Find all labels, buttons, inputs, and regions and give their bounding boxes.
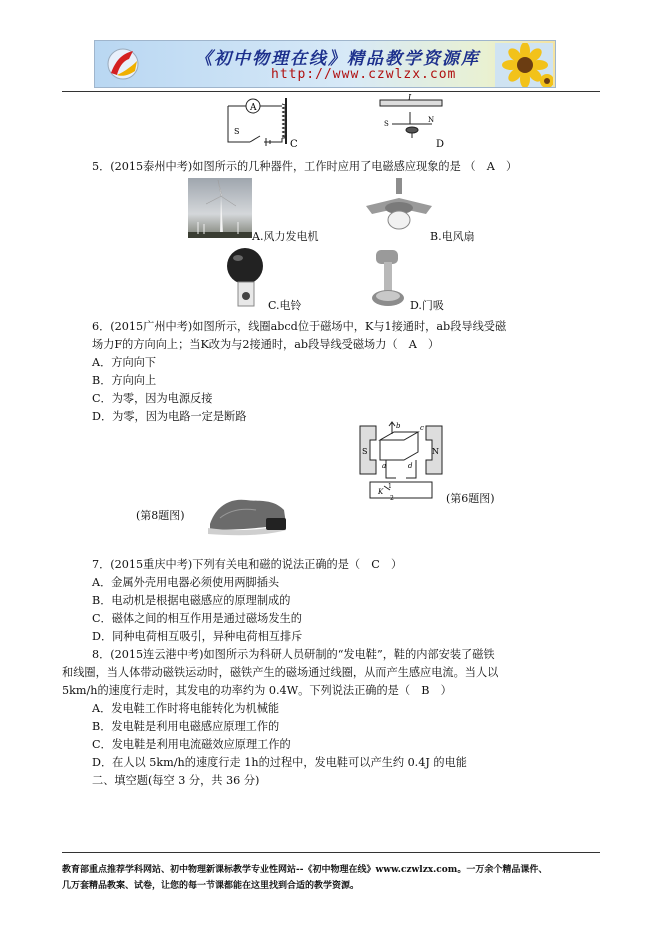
q8-figure-caption: (第8题图) (136, 509, 185, 522)
label-fig6-1: 1 (388, 483, 392, 490)
label-a: A (250, 103, 257, 113)
label-s2: S (384, 120, 389, 128)
q8-line2: 和线圈，当人体带动磁铁运动时，磁铁产生的磁场通过线圈，从而产生感应电流。当人以 (62, 666, 499, 679)
label-fig6-n: N (432, 447, 439, 456)
label-fig6-s: S (362, 447, 368, 456)
q8-option-a: A．发电鞋工作时将电能转化为机械能 (92, 702, 280, 715)
q6-line1: 6．(2015广州中考)如图所示，线圈abcd位于磁场中，K与1接通时，ab段导线受磁 (92, 320, 507, 333)
footer-line2: 几万套精品教案、试卷，让您的每一节课都能在这里找到合适的教学资源。 (62, 881, 360, 891)
door-stop-icon (368, 246, 408, 308)
label-d: D (436, 139, 445, 150)
label-fig6-a: a (382, 462, 387, 470)
label-c: C (290, 139, 298, 150)
electric-bell-icon (222, 246, 268, 308)
q6-motor-figure (356, 420, 446, 502)
label-fig6-k: K (378, 488, 384, 496)
label-fig6-b: b (396, 422, 401, 430)
label-n: N (428, 116, 435, 124)
q5-option-c: C.电铃 (268, 299, 302, 312)
wind-turbine-photo (188, 178, 252, 238)
site-logo-icon (103, 47, 143, 81)
label-fig6-d: d (408, 462, 413, 470)
header-banner (94, 40, 556, 88)
figure-d-wire (372, 94, 452, 150)
q7-stem: 7．(2015重庆中考)下列有关电和磁的说法正确的是（ C ） (92, 558, 403, 571)
header-divider (62, 91, 600, 92)
footer-divider (62, 852, 600, 853)
q6-line2: 场力F的方向向上；当K改为与2接通时，ab段导线受磁场力（ A ） (92, 338, 440, 351)
banner-url[interactable]: http://www.czwlzx.com (271, 67, 457, 82)
q6-option-a: A．方向向下 (92, 356, 157, 369)
q5-option-d: D.门吸 (410, 299, 444, 312)
section-heading-fill-in: 二、填空题(每空 3 分，共 36 分) (92, 774, 260, 787)
q7-option-c: C．磁体之间的相互作用是通过磁场发生的 (92, 612, 302, 625)
label-fig6-c: c (420, 424, 424, 432)
q6-figure-caption: (第6题图) (446, 492, 495, 505)
q6-option-c: C．为零，因为电源反接 (92, 392, 213, 405)
figure-c-circuit (220, 94, 310, 150)
q5-stem: 5．(2015泰州中考)如图所示的几种器件，工作时应用了电磁感应现象的是 （ A ） (92, 160, 518, 173)
q6-option-b: B．方向向上 (92, 374, 157, 387)
label-i: I (408, 94, 412, 102)
q5-option-b: B.电风扇 (430, 230, 475, 243)
banner-title: 《初中物理在线》精品教学资源库 (195, 49, 480, 69)
label-fig6-2: 2 (390, 495, 394, 502)
power-shoe-icon (206, 490, 288, 538)
q8-option-c: C．发电鞋是利用电流磁效应原理工作的 (92, 738, 291, 751)
wind-turbine-icon (188, 178, 252, 238)
q7-option-d: D．同种电荷相互吸引，异种电荷相互排斥 (92, 630, 303, 643)
q7-option-a: A．金属外壳用电器必须使用两脚插头 (92, 576, 280, 589)
q8-option-d: D．在人以 5km/h的速度行走 1h的过程中，发电鞋可以产生约 0.4J 的电能 (92, 756, 467, 769)
q8-line1: 8．(2015连云港中考)如图所示为科研人员研制的“发电鞋”，鞋的内部安装了磁铁 (92, 648, 495, 661)
q8-option-b: B．发电鞋是利用电磁感应原理工作的 (92, 720, 280, 733)
q5-option-a: A.风力发电机 (252, 230, 319, 243)
q8-line3: 5km/h的速度行走时，其发电的功率约为 0.4W。下列说法正确的是（ B ） (62, 684, 452, 697)
sunflower-icon (495, 43, 553, 87)
footer-line1: 教育部重点推荐学科网站、初中物理新课标教学专业性网站--《初中物理在线》www.czwlzx.com。一万余个精品课件、 (62, 865, 548, 875)
label-s: S (234, 127, 240, 136)
q7-option-b: B．电动机是根据电磁感应的原理制成的 (92, 594, 291, 607)
q6-option-d: D．为零，因为电路一定是断路 (92, 410, 247, 423)
